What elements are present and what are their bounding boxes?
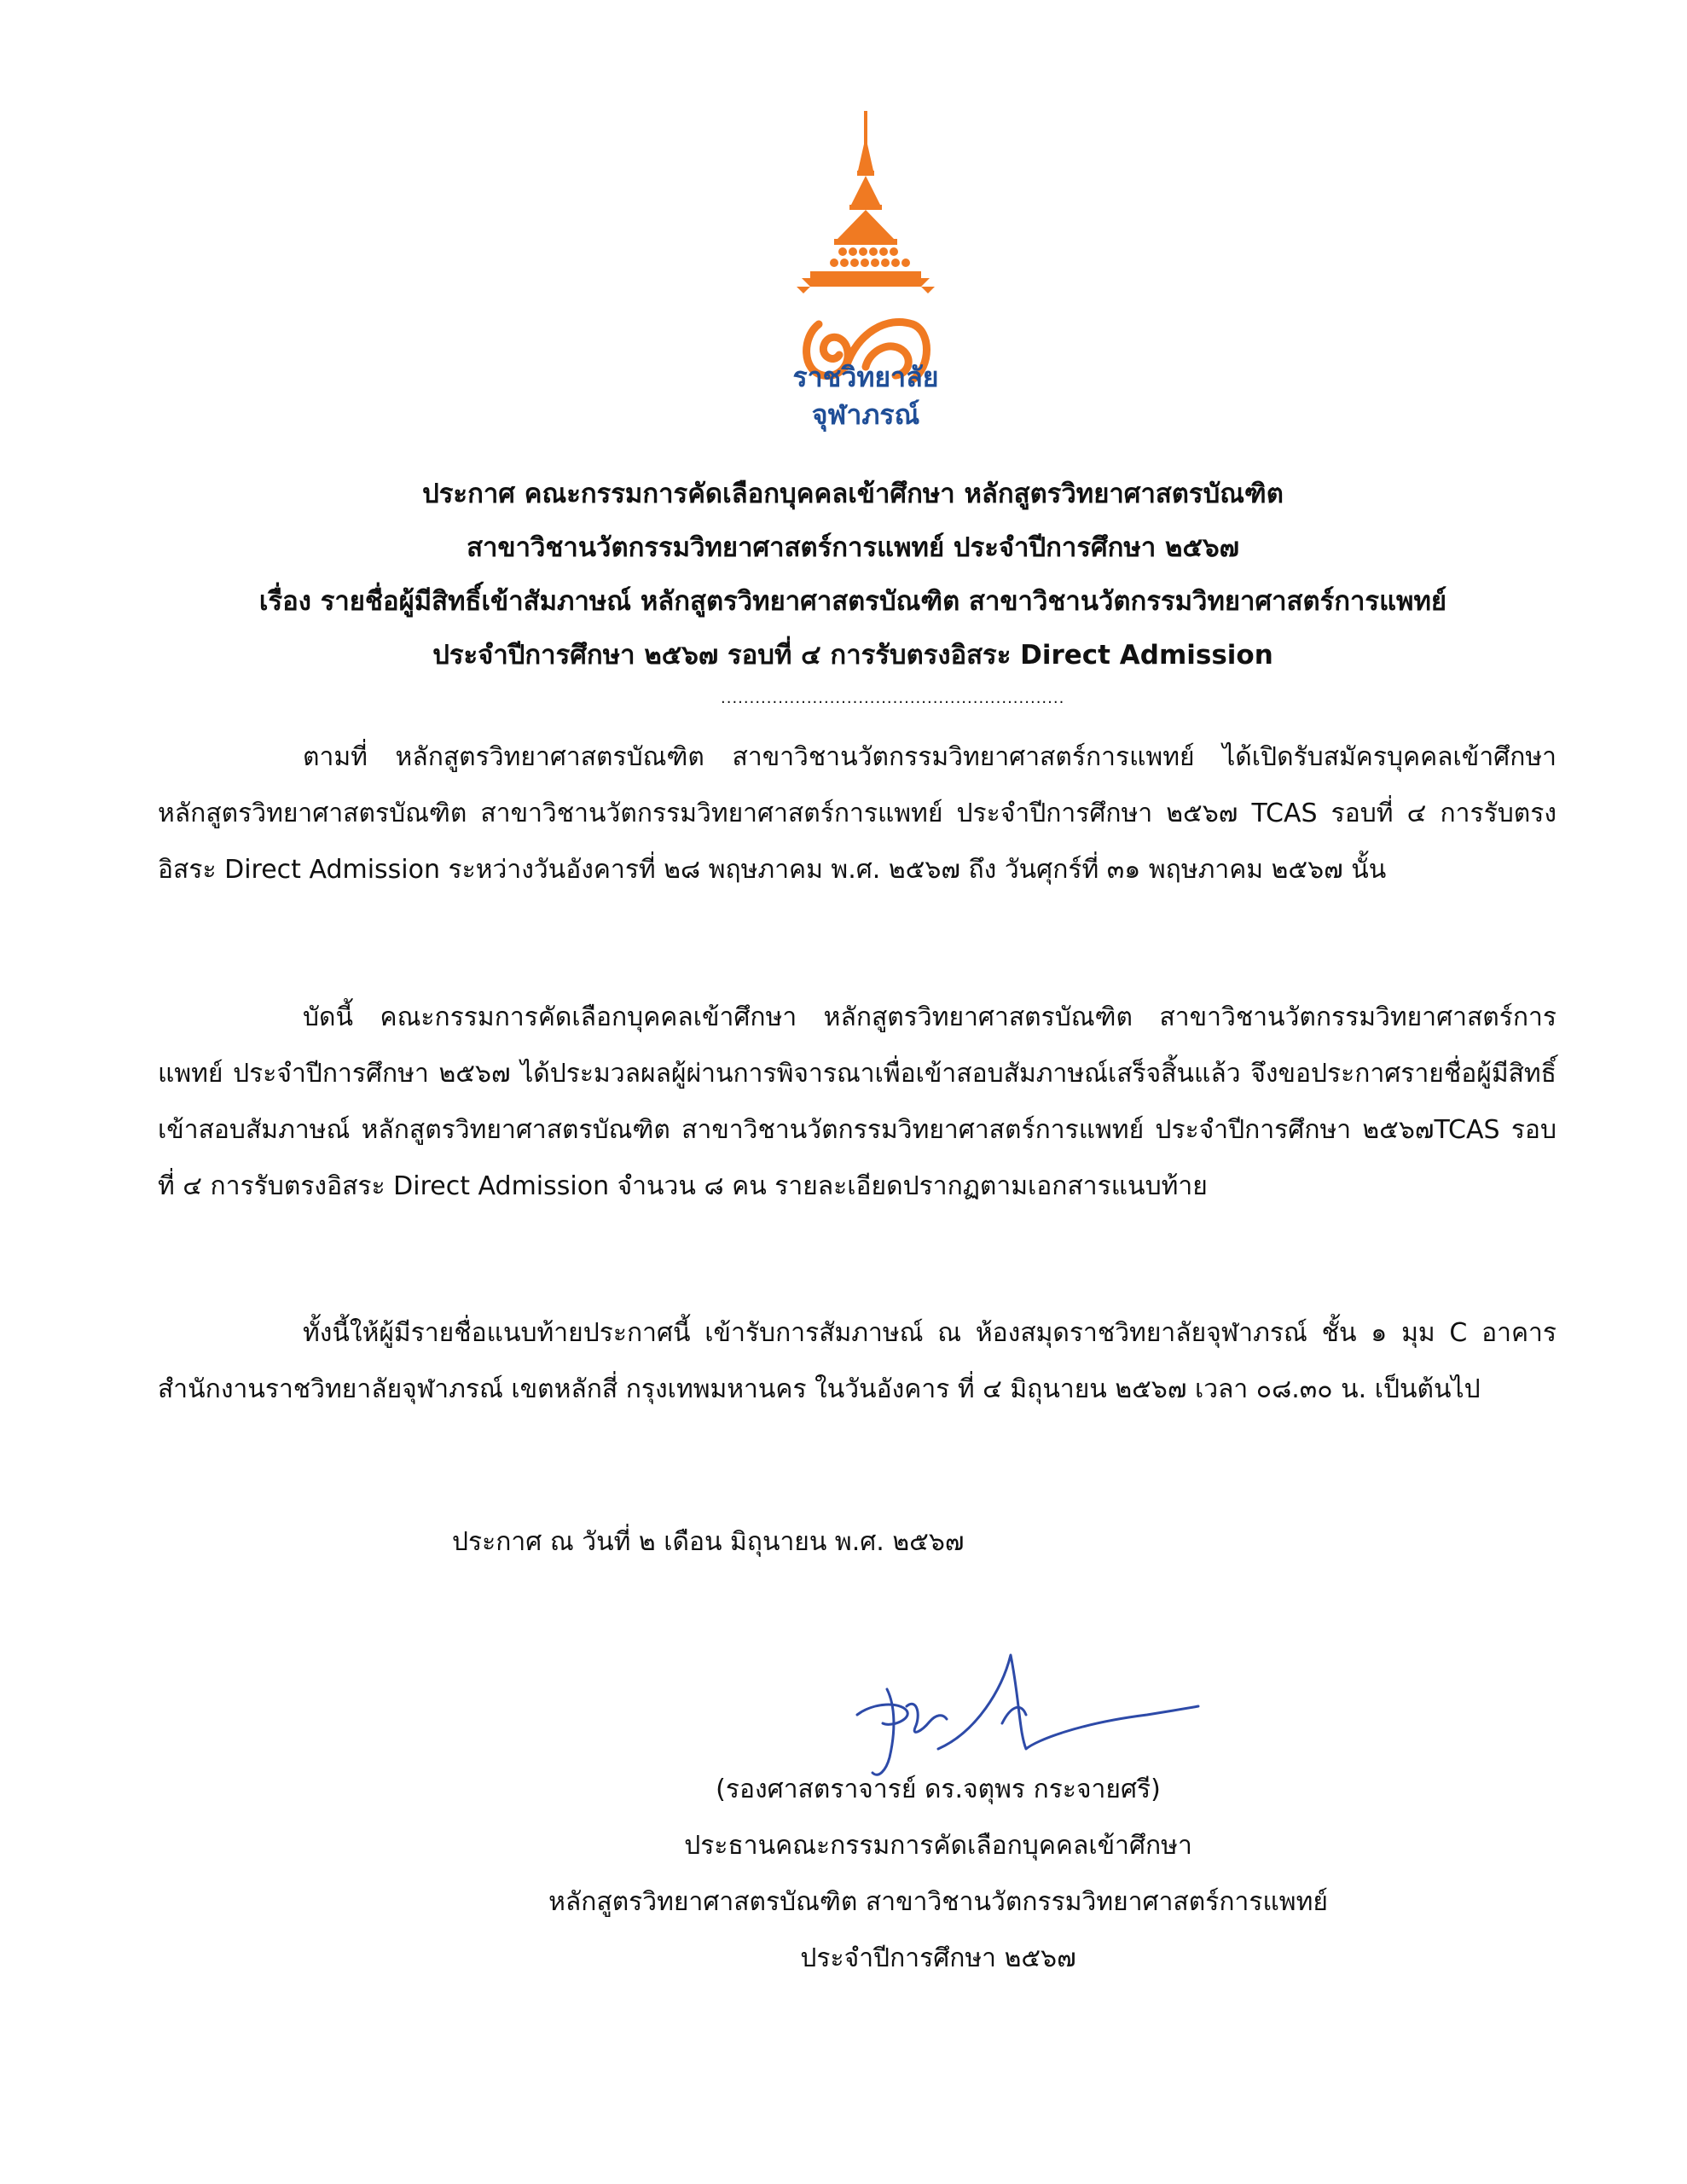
paragraph-1-text: ตามที่ หลักสูตรวิทยาศาสตรบัณฑิต สาขาวิชานวัตกรรมวิทยาศาสตร์การแพทย์ ได้เปิดรับสมัครบุคคลเข้าศึกษา หลักสูตรวิทยาศาสตรบัณฑิต สาขาวิชานวัตกรรมวิทยาศาสตร์การแพทย์ ประจำปีการศึกษา ๒๕๖๗ TCAS รอบที่ ๔ การรับตรงอิสระ Direct Admission ระหว่างวันอังคารที่ ๒๘ พฤษภาคม พ.ศ. ๒๕๖๗ ถึง วันศุกร์ที่ ๓๑ พฤษภาคม ๒๕๖๗ นั้น xyxy=(158,742,1557,885)
college-name-line2: จุฬาภรณ์ xyxy=(811,398,920,431)
header-line-3: เรื่อง รายชื่อผู้มีสิทธิ์เข้าสัมภาษณ์ หลักสูตรวิทยาศาสตรบัณฑิต สาขาวิชานวัตกรรมวิทยาศาสตร์การแพทย์ xyxy=(258,586,1447,617)
paragraph-2-text: บัดนี้ คณะกรรมการคัดเลือกบุคคลเข้าศึกษา หลักสูตรวิทยาศาสตรบัณฑิต สาขาวิชานวัตกรรมวิทยาศาสตร์การแพทย์ ประจำปีการศึกษา ๒๕๖๗ ได้ประมวลผลผู้ผ่านการพิจารณาเพื่อเข้าสอบสัมภาษณ์เสร็จสิ้นแล้ว จึงขอประกาศรายชื่อผู้มีสิทธิ์เข้าสอบสัมภาษณ์ หลักสูตรวิทยาศาสตรบัณฑิต สาขาวิชานวัตกรรมวิทยาศาสตร์การแพทย์ ประจำปีการศึกษา ๒๕๖๗TCAS รอบที่ ๔ การรับตรงอิสระ Direct Admission จำนวน ๘ คน รายละเอียดปรากฏตามเอกสารแนบท้าย xyxy=(158,1002,1557,1201)
header-line-2: สาขาวิชานวัตกรรมวิทยาศาสตร์การแพทย์ ประจำปีการศึกษา ๒๕๖๗ xyxy=(467,532,1239,563)
header-line-4: ประจำปีการศึกษา ๒๕๖๗ รอบที่ ๔ การรับตรงอิสระ Direct Admission xyxy=(432,640,1273,671)
college-name-line1: ราชวิทยาลัย xyxy=(792,361,939,393)
paragraph-3-text: ทั้งนี้ให้ผู้มีรายชื่อแนบท้ายประกาศนี้ เข้ารับการสัมภาษณ์ ณ ห้องสมุดราชวิทยาลัยจุฬาภรณ์ ชั้น ๑ มุม C อาคารสำนักงานราชวิทยาลัยจุฬาภรณ์ เขตหลักสี่ กรุงเทพมหานคร ในวันอังคาร ที่ ๔ มิถุนายน ๒๕๖๗ เวลา ๐๘.๓๐ น. เป็นต้นไป xyxy=(158,1318,1557,1404)
body-paragraph-3 xyxy=(158,1305,1557,1418)
body-paragraph-2 xyxy=(158,990,1557,1215)
header-separator: ............................................................ xyxy=(721,689,1065,707)
signer-position-line2: หลักสูตรวิทยาศาสตรบัณฑิต สาขาวิชานวัตกรรมวิทยาศาสตร์การแพทย์ xyxy=(548,1887,1328,1917)
college-name xyxy=(742,358,989,433)
announcement-date: ประกาศ ณ วันที่ ๒ เดือน มิถุนายน พ.ศ. ๒๕๖๗ xyxy=(452,1527,965,1557)
signer-name: (รองศาสตราจารย์ ดร.จตุพร กระจายศรี) xyxy=(716,1774,1161,1804)
header-line-1: ประกาศ คณะกรรมการคัดเลือกบุคคลเข้าศึกษา หลักสูตรวิทยาศาสตรบัณฑิต xyxy=(422,479,1284,509)
announcement-header xyxy=(128,468,1578,682)
signer-position-line1: ประธานคณะกรรมการคัดเลือกบุคคลเข้าศึกษา xyxy=(684,1831,1192,1861)
signer-block xyxy=(512,1762,1365,1987)
signer-position-line3: ประจำปีการศึกษา ๒๕๖๗ xyxy=(800,1943,1076,1973)
body-paragraph-1 xyxy=(158,729,1557,898)
